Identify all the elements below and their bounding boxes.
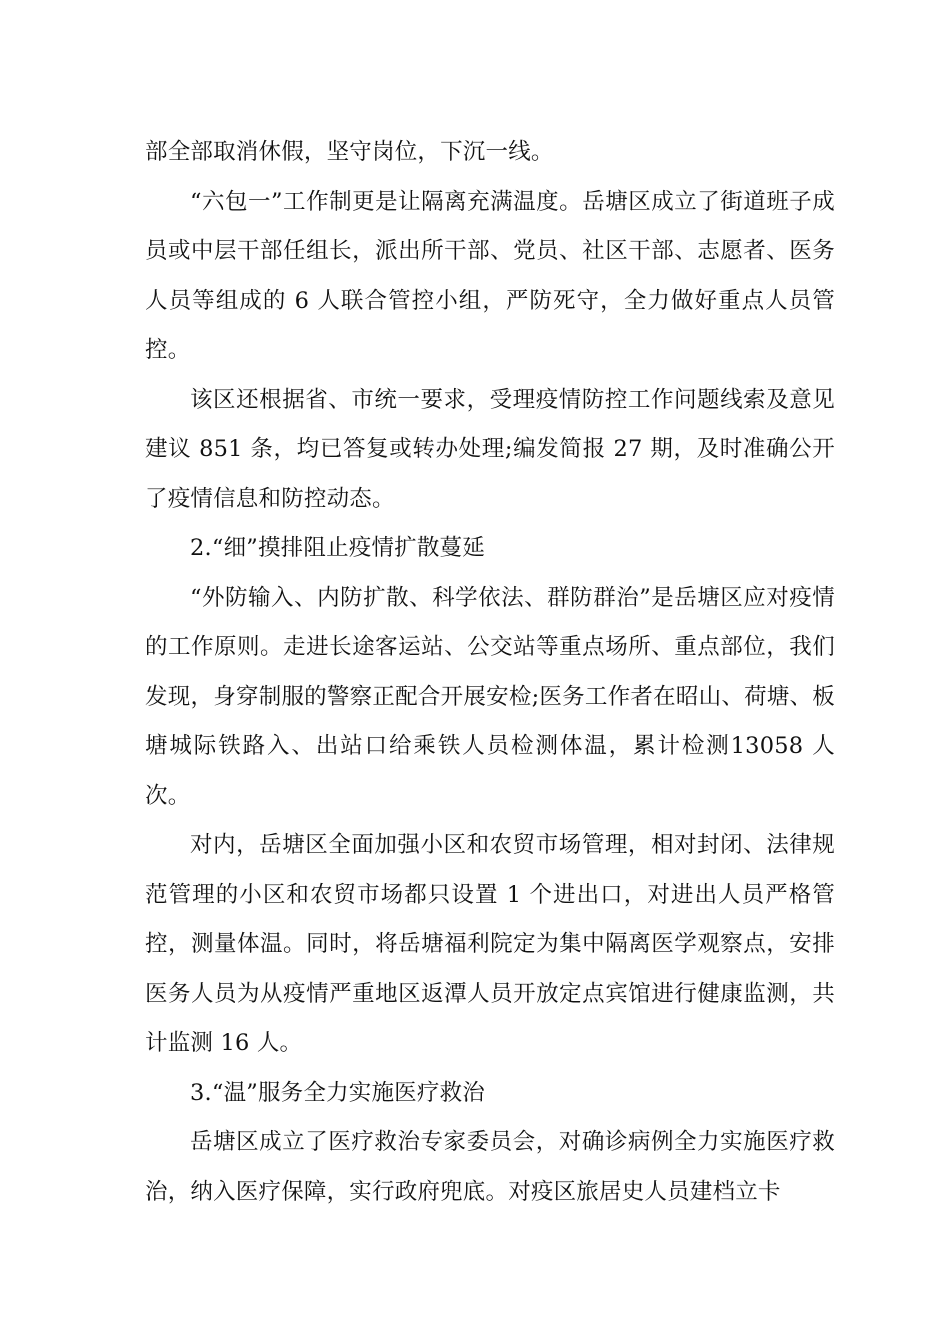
paragraph-work-principles: “外防输入、内防扩散、科学依法、群防群治”是岳塘区应对疫情的工作原则。走进长途客运站、公交站等重点场所、重点部位，我们发现，身穿制服的警察正配合开展安检;医务工作者在昭山、荷塘、板塘城际铁路入、出站口给乘铁人员检测体温，累计检测13058 人次。 xyxy=(145,584,835,809)
paragraph-continuation: 部全部取消休假，坚守岗位，下沉一线。 xyxy=(145,139,554,165)
paragraph-community-management: 对内，岳塘区全面加强小区和农贸市场管理，相对封闭、法律规范管理的小区和农贸市场都只设置 1 个进出口，对进出人员严格管控，测量体温。同时，将岳塘福利院定为集中隔离医学观察点，安排医务人员为从疫情严重地区返潭人员开放定点宾馆进行健康监测，共计监测 16 人。 xyxy=(145,832,835,1056)
paragraph-medical-treatment: 岳塘区成立了医疗救治专家委员会，对确诊病例全力实施医疗救治，纳入医疗保障，实行政府兜底。对疫区旅居史人员建档立卡 xyxy=(145,1129,835,1205)
section-heading-2: 2.“细”摸排阻止疫情扩散蔓延 xyxy=(190,535,485,561)
paragraph-six-in-one-system: “六包一”工作制更是让隔离充满温度。岳塘区成立了街道班子成员或中层干部任组长，派出所干部、党员、社区干部、志愿者、医务人员等组成的 6 人联合管控小组，严防死守，全力做好重点人员管控。 xyxy=(145,188,835,363)
section-heading-3: 3.“温”服务全力实施医疗救治 xyxy=(190,1079,485,1106)
document-body xyxy=(145,128,835,1217)
paragraph-clue-handling: 该区还根据省、市统一要求，受理疫情防控工作问题线索及意见建议 851 条，均已答复或转办处理;编发简报 27 期，及时准确公开了疫情信息和防控动态。 xyxy=(145,386,835,512)
